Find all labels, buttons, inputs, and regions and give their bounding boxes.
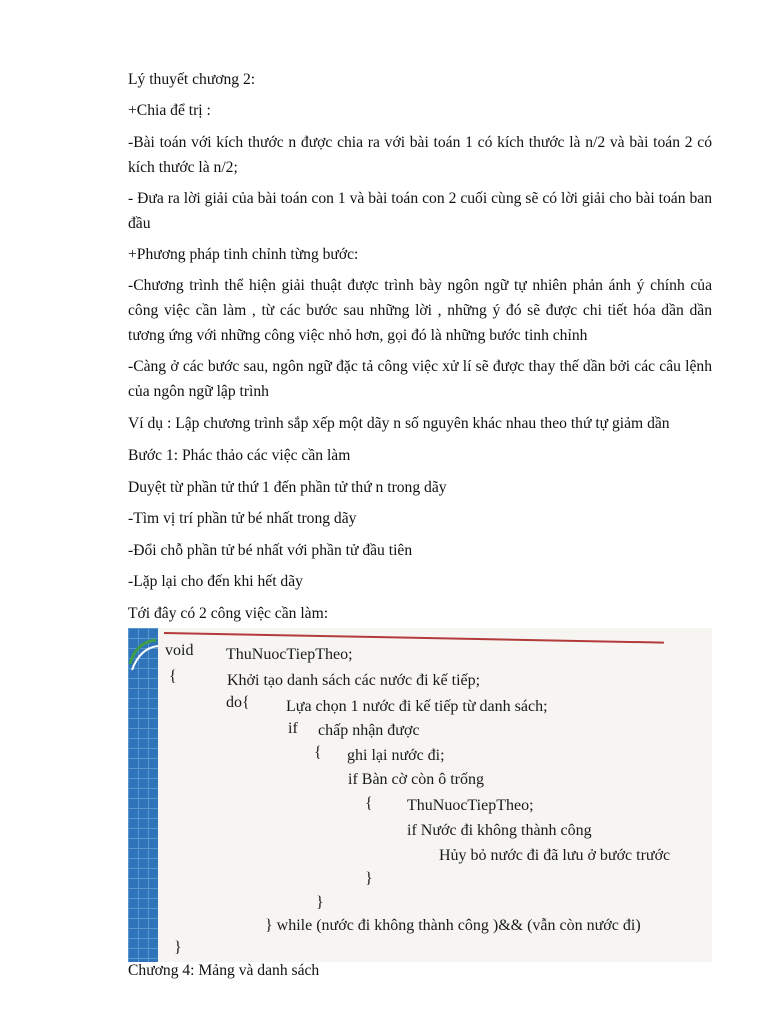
decorative-grid-band xyxy=(128,628,158,962)
code-if-keyword: if xyxy=(288,720,298,737)
code-close-brace: } xyxy=(174,939,182,956)
code-open-brace: { xyxy=(169,668,177,685)
chapter-4-heading: Chương 4: Mảng và danh sách xyxy=(128,962,320,979)
paragraph: -Tìm vị trí phần tử bé nhất trong dãy xyxy=(128,510,357,527)
code-open-brace: { xyxy=(314,744,322,761)
code-line: Hủy bỏ nước đi đã lưu ở bước trước xyxy=(439,847,671,864)
paragraph: -Bài toán với kích thước n được chia ra với bài toán 1 có kích thước là n/2 và bài toán 2 có kích thước là n/2; xyxy=(128,134,712,176)
paragraph: -Đổi chỗ phần tử bé nhất với phần tử đầu tiên xyxy=(128,542,413,559)
paragraph: Tới đây có 2 công việc cần làm: xyxy=(128,605,329,622)
top-rule-line xyxy=(164,632,664,644)
divide-conquer-heading: +Chia để trị : xyxy=(128,102,211,119)
code-line: chấp nhận được xyxy=(318,722,420,739)
paragraph: Duyệt từ phần tử thứ 1 đến phần tử thứ n trong dãy xyxy=(128,479,447,496)
code-line: if Bàn cờ còn ô trống xyxy=(348,771,484,788)
step-1-line: Bước 1: Phác thảo các việc cần làm xyxy=(128,447,351,464)
code-screenshot-image xyxy=(128,628,712,962)
stepwise-refinement-heading: +Phương pháp tinh chỉnh từng bước: xyxy=(128,246,359,263)
code-open-brace: { xyxy=(365,795,373,812)
code-line: Lựa chọn 1 nước đi kế tiếp từ danh sách; xyxy=(286,698,548,715)
paragraph: -Lặp lại cho đến khi hết dãy xyxy=(128,573,303,590)
code-close-brace: } xyxy=(316,894,324,911)
paragraph: - Đưa ra lời giải của bài toán con 1 và bài toán con 2 cuối cùng sẽ có lời giải cho bài toán ban đầu xyxy=(128,190,712,232)
chapter-2-heading: Lý thuyết chương 2: xyxy=(128,71,256,88)
code-while-line: } while (nước đi không thành công )&& (vẫn còn nước đi) xyxy=(265,917,641,934)
decorative-swirl-icon xyxy=(128,634,158,674)
code-keyword-void: void xyxy=(165,642,194,659)
paragraph: -Càng ở các bước sau, ngôn ngữ đặc tả công việc xử lí sẽ được thay thế dần bởi các câu lệnh của ngôn ngữ lập trình xyxy=(128,358,712,400)
code-line: Khởi tạo danh sách các nước đi kế tiếp; xyxy=(227,672,481,689)
code-line: ghi lại nước đi; xyxy=(347,747,445,764)
code-close-brace: } xyxy=(365,870,373,887)
code-function-name: ThuNuocTiepTheo; xyxy=(407,797,534,814)
code-do-keyword: do{ xyxy=(226,694,250,711)
example-line: Ví dụ : Lập chương trình sắp xếp một dãy n số nguyên khác nhau theo thứ tự giảm dần xyxy=(128,415,670,432)
code-function-name: ThuNuocTiepTheo; xyxy=(226,646,353,663)
code-line: if Nước đi không thành công xyxy=(407,822,592,839)
paragraph: -Chương trình thể hiện giải thuật được trình bày ngôn ngữ tự nhiên phản ánh ý chính của công việc cần làm , từ các bước sau những lời , những ý đó sẽ được chi tiết hóa dần dần tương ứng với những công việc nhỏ hơn, gọi đó là những bước tinh chỉnh xyxy=(128,277,712,344)
